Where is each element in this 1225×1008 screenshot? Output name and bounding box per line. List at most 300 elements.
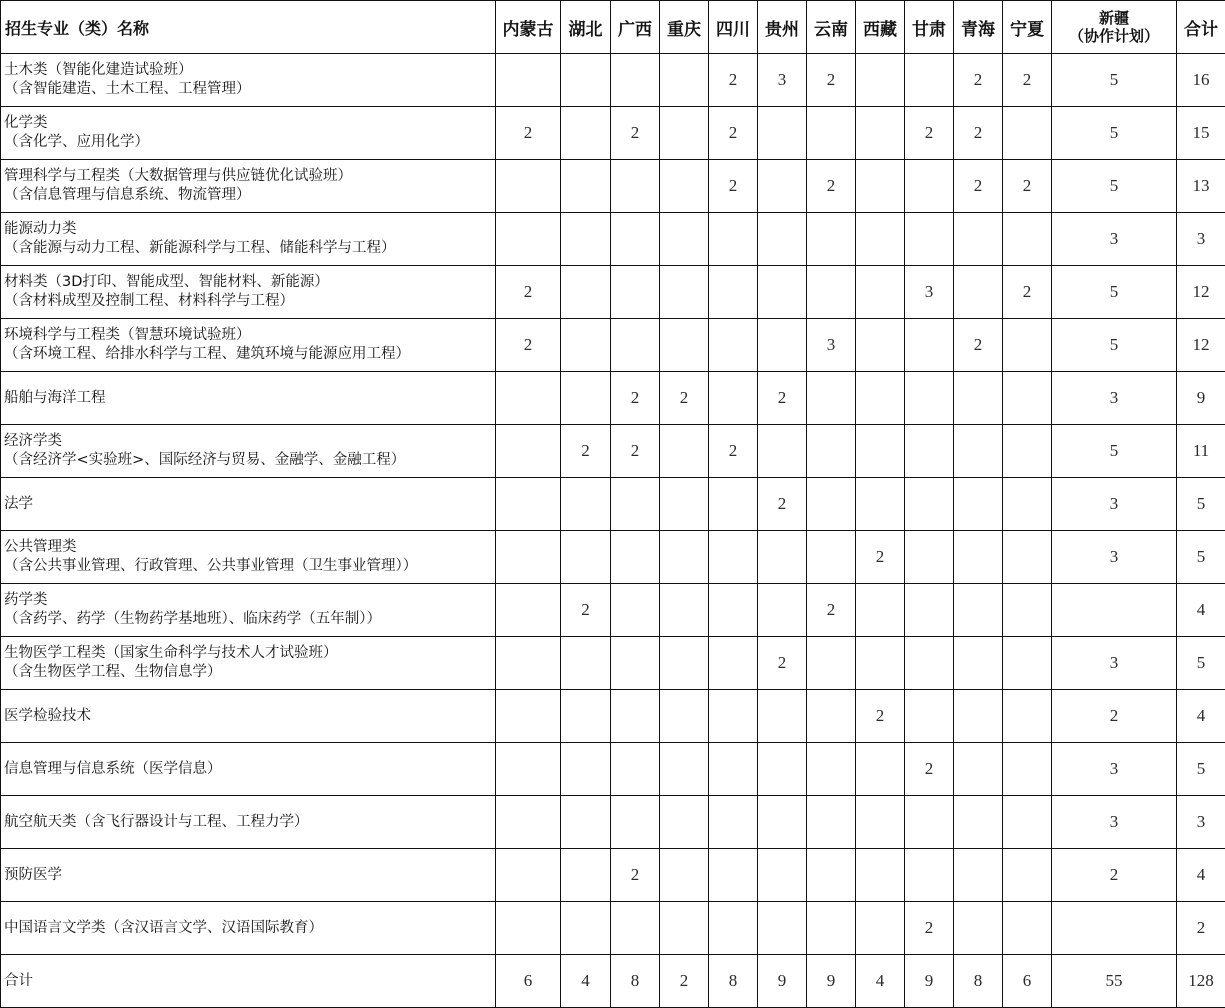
quota-cell: 2 xyxy=(758,478,807,531)
row-total-cell: 5 xyxy=(1177,637,1225,690)
quota-cell xyxy=(807,637,856,690)
quota-cell: 6 xyxy=(1003,955,1052,1008)
quota-cell xyxy=(709,796,758,849)
major-name-cell xyxy=(1,319,496,372)
quota-cell: 5 xyxy=(1052,319,1177,372)
quota-cell xyxy=(954,637,1003,690)
quota-cell: 2 xyxy=(856,531,905,584)
quota-cell xyxy=(561,54,611,107)
quota-cell xyxy=(1003,213,1052,266)
quota-cell: 2 xyxy=(611,849,660,902)
quota-cell xyxy=(856,372,905,425)
quota-cell xyxy=(1003,372,1052,425)
quota-cell xyxy=(758,531,807,584)
quota-cell xyxy=(758,160,807,213)
row-total-cell: 4 xyxy=(1177,584,1225,637)
quota-cell xyxy=(561,902,611,955)
quota-cell xyxy=(807,796,856,849)
quota-cell xyxy=(611,743,660,796)
major-detail: （含能源与动力工程、新能源科学与工程、储能科学与工程） xyxy=(4,240,396,256)
table-row xyxy=(1,107,1225,160)
table-row xyxy=(1,902,1225,955)
major-detail: （含智能建造、土木工程、工程管理） xyxy=(4,81,251,97)
quota-cell xyxy=(905,319,954,372)
quota-cell xyxy=(1052,584,1177,637)
table-body xyxy=(1,54,1225,1008)
quota-cell xyxy=(807,372,856,425)
major-name-cell xyxy=(1,425,496,478)
header-province: 甘肃 xyxy=(905,1,954,54)
quota-cell: 2 xyxy=(905,743,954,796)
quota-cell: 2 xyxy=(905,902,954,955)
quota-cell: 2 xyxy=(709,54,758,107)
quota-cell: 3 xyxy=(1052,531,1177,584)
quota-cell xyxy=(709,584,758,637)
major-name-cell xyxy=(1,478,496,531)
major-name-cell xyxy=(1,266,496,319)
quota-cell xyxy=(1003,478,1052,531)
quota-cell: 2 xyxy=(954,160,1003,213)
quota-cell xyxy=(1003,107,1052,160)
quota-cell: 2 xyxy=(709,107,758,160)
quota-cell xyxy=(660,690,709,743)
quota-cell: 4 xyxy=(856,955,905,1008)
quota-cell xyxy=(660,319,709,372)
quota-cell xyxy=(905,796,954,849)
quota-cell: 2 xyxy=(954,107,1003,160)
quota-cell xyxy=(561,319,611,372)
quota-cell xyxy=(1003,902,1052,955)
quota-cell xyxy=(856,743,905,796)
table-row xyxy=(1,54,1225,107)
header-total: 合计 xyxy=(1177,1,1225,54)
row-total-cell: 12 xyxy=(1177,266,1225,319)
quota-cell xyxy=(905,213,954,266)
quota-cell xyxy=(905,478,954,531)
quota-cell xyxy=(611,796,660,849)
quota-cell: 2 xyxy=(1003,160,1052,213)
quota-cell xyxy=(1003,690,1052,743)
header-xinjiang-line2: （协作计划） xyxy=(1068,27,1159,45)
quota-cell xyxy=(611,584,660,637)
quota-cell xyxy=(496,478,561,531)
quota-cell xyxy=(561,372,611,425)
quota-cell xyxy=(611,902,660,955)
quota-cell xyxy=(1003,637,1052,690)
quota-cell: 3 xyxy=(1052,637,1177,690)
quota-cell xyxy=(496,637,561,690)
major-detail: （含生物医学工程、生物信息学） xyxy=(4,664,222,680)
major-name: 船舶与海洋工程 xyxy=(4,389,106,406)
row-total-cell: 9 xyxy=(1177,372,1225,425)
quota-cell xyxy=(807,213,856,266)
quota-cell xyxy=(660,107,709,160)
major-name-cell xyxy=(1,796,496,849)
quota-cell xyxy=(856,107,905,160)
quota-cell xyxy=(611,478,660,531)
quota-cell xyxy=(1003,796,1052,849)
quota-cell xyxy=(496,796,561,849)
quota-cell xyxy=(954,531,1003,584)
table-row xyxy=(1,213,1225,266)
table-row xyxy=(1,637,1225,690)
major-name-cell xyxy=(1,160,496,213)
quota-cell xyxy=(660,531,709,584)
quota-cell xyxy=(905,584,954,637)
quota-cell xyxy=(561,478,611,531)
table-row xyxy=(1,266,1225,319)
header-major-name: 招生专业（类）名称 xyxy=(1,1,496,54)
major-name: 法学 xyxy=(4,495,33,512)
quota-cell xyxy=(905,425,954,478)
quota-cell xyxy=(758,319,807,372)
major-name-cell xyxy=(1,955,496,1008)
row-total-cell: 16 xyxy=(1177,54,1225,107)
quota-cell xyxy=(1003,425,1052,478)
quota-cell xyxy=(1003,849,1052,902)
quota-cell xyxy=(758,213,807,266)
quota-cell xyxy=(660,266,709,319)
major-detail: （含化学、应用化学） xyxy=(4,134,149,150)
major-name: 航空航天类（含飞行器设计与工程、工程力学） xyxy=(4,813,309,830)
quota-cell xyxy=(496,160,561,213)
major-name-cell xyxy=(1,690,496,743)
table-row xyxy=(1,584,1225,637)
quota-cell xyxy=(1003,531,1052,584)
quota-cell: 2 xyxy=(611,107,660,160)
quota-cell xyxy=(1052,902,1177,955)
major-name: 医学检验技术 xyxy=(4,707,91,724)
quota-cell: 2 xyxy=(496,319,561,372)
major-name: 土木类（智能化建造试验班） xyxy=(4,62,193,78)
quota-cell xyxy=(905,690,954,743)
quota-cell: 3 xyxy=(1052,213,1177,266)
table-row xyxy=(1,425,1225,478)
header-province: 四川 xyxy=(709,1,758,54)
quota-cell xyxy=(856,849,905,902)
quota-cell xyxy=(709,902,758,955)
quota-cell xyxy=(709,319,758,372)
quota-cell: 8 xyxy=(709,955,758,1008)
quota-cell xyxy=(709,637,758,690)
quota-cell xyxy=(709,849,758,902)
quota-cell xyxy=(611,54,660,107)
table-row xyxy=(1,849,1225,902)
quota-cell: 2 xyxy=(1003,54,1052,107)
quota-cell xyxy=(561,849,611,902)
quota-cell: 2 xyxy=(1052,690,1177,743)
table-row xyxy=(1,319,1225,372)
quota-cell: 2 xyxy=(660,372,709,425)
table-row xyxy=(1,796,1225,849)
quota-cell: 9 xyxy=(905,955,954,1008)
quota-cell: 2 xyxy=(807,160,856,213)
quota-cell xyxy=(856,266,905,319)
quota-cell xyxy=(496,213,561,266)
row-total-cell: 128 xyxy=(1177,955,1225,1008)
quota-cell: 2 xyxy=(611,372,660,425)
header-province: 湖北 xyxy=(561,1,611,54)
quota-cell xyxy=(758,849,807,902)
quota-cell xyxy=(611,266,660,319)
quota-cell xyxy=(856,425,905,478)
quota-cell xyxy=(709,531,758,584)
quota-cell: 2 xyxy=(561,584,611,637)
quota-cell xyxy=(660,849,709,902)
major-detail: （含药学、药学（生物药学基地班）、临床药学（五年制）） xyxy=(4,611,381,627)
quota-cell xyxy=(709,478,758,531)
quota-cell xyxy=(561,107,611,160)
quota-cell xyxy=(660,637,709,690)
quota-cell: 2 xyxy=(954,319,1003,372)
row-total-cell: 12 xyxy=(1177,319,1225,372)
row-total-cell: 15 xyxy=(1177,107,1225,160)
header-province: 广西 xyxy=(611,1,660,54)
quota-cell: 3 xyxy=(1052,478,1177,531)
quota-cell xyxy=(807,743,856,796)
table-row xyxy=(1,690,1225,743)
quota-cell xyxy=(856,213,905,266)
major-detail: （含材料成型及控制工程、材料科学与工程） xyxy=(4,293,294,309)
quota-cell: 2 xyxy=(561,425,611,478)
quota-cell xyxy=(561,160,611,213)
quota-cell xyxy=(660,796,709,849)
quota-cell xyxy=(807,478,856,531)
quota-cell xyxy=(611,319,660,372)
quota-cell xyxy=(561,796,611,849)
quota-cell xyxy=(954,902,1003,955)
row-total-cell: 5 xyxy=(1177,531,1225,584)
header-province: 重庆 xyxy=(660,1,709,54)
quota-cell xyxy=(905,849,954,902)
quota-cell: 2 xyxy=(954,54,1003,107)
quota-cell xyxy=(660,478,709,531)
major-name-cell xyxy=(1,531,496,584)
quota-cell xyxy=(807,107,856,160)
header-province: 宁夏 xyxy=(1003,1,1052,54)
quota-cell xyxy=(496,425,561,478)
table-row xyxy=(1,372,1225,425)
quota-cell xyxy=(496,54,561,107)
quota-cell xyxy=(905,160,954,213)
major-name: 公共管理类 xyxy=(4,539,77,555)
quota-cell xyxy=(856,319,905,372)
quota-cell xyxy=(905,637,954,690)
quota-cell xyxy=(496,584,561,637)
quota-cell: 3 xyxy=(758,54,807,107)
header-province: 内蒙古 xyxy=(496,1,561,54)
quota-cell: 3 xyxy=(905,266,954,319)
major-name-cell xyxy=(1,637,496,690)
quota-cell xyxy=(611,690,660,743)
quota-cell xyxy=(758,425,807,478)
quota-cell xyxy=(561,743,611,796)
quota-cell: 3 xyxy=(1052,796,1177,849)
quota-cell: 8 xyxy=(954,955,1003,1008)
quota-cell xyxy=(660,54,709,107)
quota-cell xyxy=(611,637,660,690)
quota-cell xyxy=(496,849,561,902)
major-name-cell xyxy=(1,107,496,160)
major-name: 能源动力类 xyxy=(4,221,77,237)
quota-cell: 8 xyxy=(611,955,660,1008)
quota-cell xyxy=(660,160,709,213)
major-name: 管理科学与工程类（大数据管理与供应链优化试验班） xyxy=(4,168,352,184)
header-xinjiang xyxy=(1052,1,1177,54)
quota-cell xyxy=(758,796,807,849)
major-detail: （含信息管理与信息系统、物流管理） xyxy=(4,187,251,203)
quota-cell xyxy=(856,796,905,849)
major-name-cell xyxy=(1,213,496,266)
quota-cell xyxy=(496,902,561,955)
major-name: 化学类 xyxy=(4,115,48,131)
quota-cell xyxy=(611,160,660,213)
quota-cell xyxy=(709,690,758,743)
quota-cell xyxy=(496,743,561,796)
quota-cell: 2 xyxy=(1003,266,1052,319)
quota-cell xyxy=(856,478,905,531)
quota-cell xyxy=(709,213,758,266)
major-detail: （含经济学<实验班>、国际经济与贸易、金融学、金融工程） xyxy=(4,452,406,468)
quota-cell: 2 xyxy=(807,54,856,107)
quota-cell xyxy=(561,690,611,743)
quota-cell xyxy=(856,160,905,213)
row-total-cell: 3 xyxy=(1177,213,1225,266)
table-row xyxy=(1,531,1225,584)
quota-cell: 3 xyxy=(1052,743,1177,796)
quota-cell: 9 xyxy=(807,955,856,1008)
quota-cell xyxy=(954,478,1003,531)
quota-cell: 2 xyxy=(709,160,758,213)
major-name: 材料类（3D打印、智能成型、智能材料、新能源） xyxy=(4,274,329,290)
quota-cell xyxy=(561,531,611,584)
quota-cell: 2 xyxy=(496,107,561,160)
quota-cell xyxy=(660,213,709,266)
major-name: 生物医学工程类（国家生命科学与技术人才试验班） xyxy=(4,645,338,661)
major-name: 经济学类 xyxy=(4,433,62,449)
quota-cell xyxy=(807,690,856,743)
header-row xyxy=(1,1,1225,54)
quota-cell xyxy=(954,425,1003,478)
quota-cell xyxy=(709,372,758,425)
major-detail: （含环境工程、给排水科学与工程、建筑环境与能源应用工程） xyxy=(4,346,410,362)
quota-cell xyxy=(709,743,758,796)
major-name-cell xyxy=(1,54,496,107)
major-name-cell xyxy=(1,372,496,425)
major-name-cell xyxy=(1,584,496,637)
quota-cell xyxy=(807,902,856,955)
major-name: 药学类 xyxy=(4,592,48,608)
major-name: 信息管理与信息系统（医学信息） xyxy=(4,760,222,777)
quota-cell xyxy=(561,213,611,266)
major-detail: （含公共事业管理、行政管理、公共事业管理（卫生事业管理）） xyxy=(4,558,418,574)
quota-cell xyxy=(660,743,709,796)
table-row xyxy=(1,160,1225,213)
header-province: 青海 xyxy=(954,1,1003,54)
major-name-cell xyxy=(1,849,496,902)
header-province: 贵州 xyxy=(758,1,807,54)
quota-cell xyxy=(758,690,807,743)
quota-cell: 9 xyxy=(758,955,807,1008)
table-row xyxy=(1,743,1225,796)
quota-cell: 2 xyxy=(611,425,660,478)
row-total-cell: 13 xyxy=(1177,160,1225,213)
row-total-cell: 5 xyxy=(1177,743,1225,796)
quota-cell xyxy=(807,849,856,902)
quota-cell xyxy=(758,266,807,319)
table-row xyxy=(1,478,1225,531)
quota-cell: 2 xyxy=(660,955,709,1008)
quota-cell xyxy=(758,743,807,796)
quota-cell xyxy=(954,690,1003,743)
quota-cell xyxy=(561,266,611,319)
quota-cell xyxy=(905,54,954,107)
quota-cell xyxy=(954,213,1003,266)
quota-cell: 2 xyxy=(758,637,807,690)
header-province: 西藏 xyxy=(856,1,905,54)
quota-cell xyxy=(905,531,954,584)
quota-cell xyxy=(496,531,561,584)
quota-cell: 2 xyxy=(856,690,905,743)
quota-cell xyxy=(611,531,660,584)
quota-cell: 5 xyxy=(1052,425,1177,478)
row-total-cell: 4 xyxy=(1177,849,1225,902)
quota-cell xyxy=(807,531,856,584)
quota-cell: 5 xyxy=(1052,266,1177,319)
major-name-cell xyxy=(1,743,496,796)
quota-cell: 2 xyxy=(709,425,758,478)
header-xinjiang-line1: 新疆 xyxy=(1098,9,1129,27)
major-name-cell xyxy=(1,902,496,955)
quota-cell xyxy=(954,743,1003,796)
quota-cell xyxy=(856,54,905,107)
major-name: 中国语言文学类（含汉语言文学、汉语国际教育） xyxy=(4,919,323,936)
row-total-cell: 11 xyxy=(1177,425,1225,478)
quota-cell xyxy=(856,637,905,690)
major-name: 环境科学与工程类（智慧环境试验班） xyxy=(4,327,251,343)
major-name: 合计 xyxy=(4,972,33,989)
quota-cell: 5 xyxy=(1052,107,1177,160)
row-total-cell: 2 xyxy=(1177,902,1225,955)
quota-cell xyxy=(807,266,856,319)
quota-cell xyxy=(954,372,1003,425)
quota-cell xyxy=(954,266,1003,319)
quota-cell xyxy=(758,584,807,637)
quota-cell: 2 xyxy=(758,372,807,425)
quota-cell: 6 xyxy=(496,955,561,1008)
quota-cell: 3 xyxy=(1052,372,1177,425)
quota-cell xyxy=(1003,319,1052,372)
quota-cell xyxy=(954,796,1003,849)
quota-cell: 2 xyxy=(496,266,561,319)
quota-cell: 4 xyxy=(561,955,611,1008)
header-province: 云南 xyxy=(807,1,856,54)
quota-cell xyxy=(496,690,561,743)
quota-cell xyxy=(954,849,1003,902)
quota-cell xyxy=(856,584,905,637)
quota-cell xyxy=(905,372,954,425)
quota-cell xyxy=(856,902,905,955)
quota-cell xyxy=(758,902,807,955)
quota-cell xyxy=(1003,584,1052,637)
row-total-cell: 5 xyxy=(1177,478,1225,531)
quota-cell: 2 xyxy=(905,107,954,160)
quota-cell xyxy=(1003,743,1052,796)
quota-cell xyxy=(660,902,709,955)
quota-cell xyxy=(954,584,1003,637)
quota-cell xyxy=(496,372,561,425)
quota-cell xyxy=(807,425,856,478)
